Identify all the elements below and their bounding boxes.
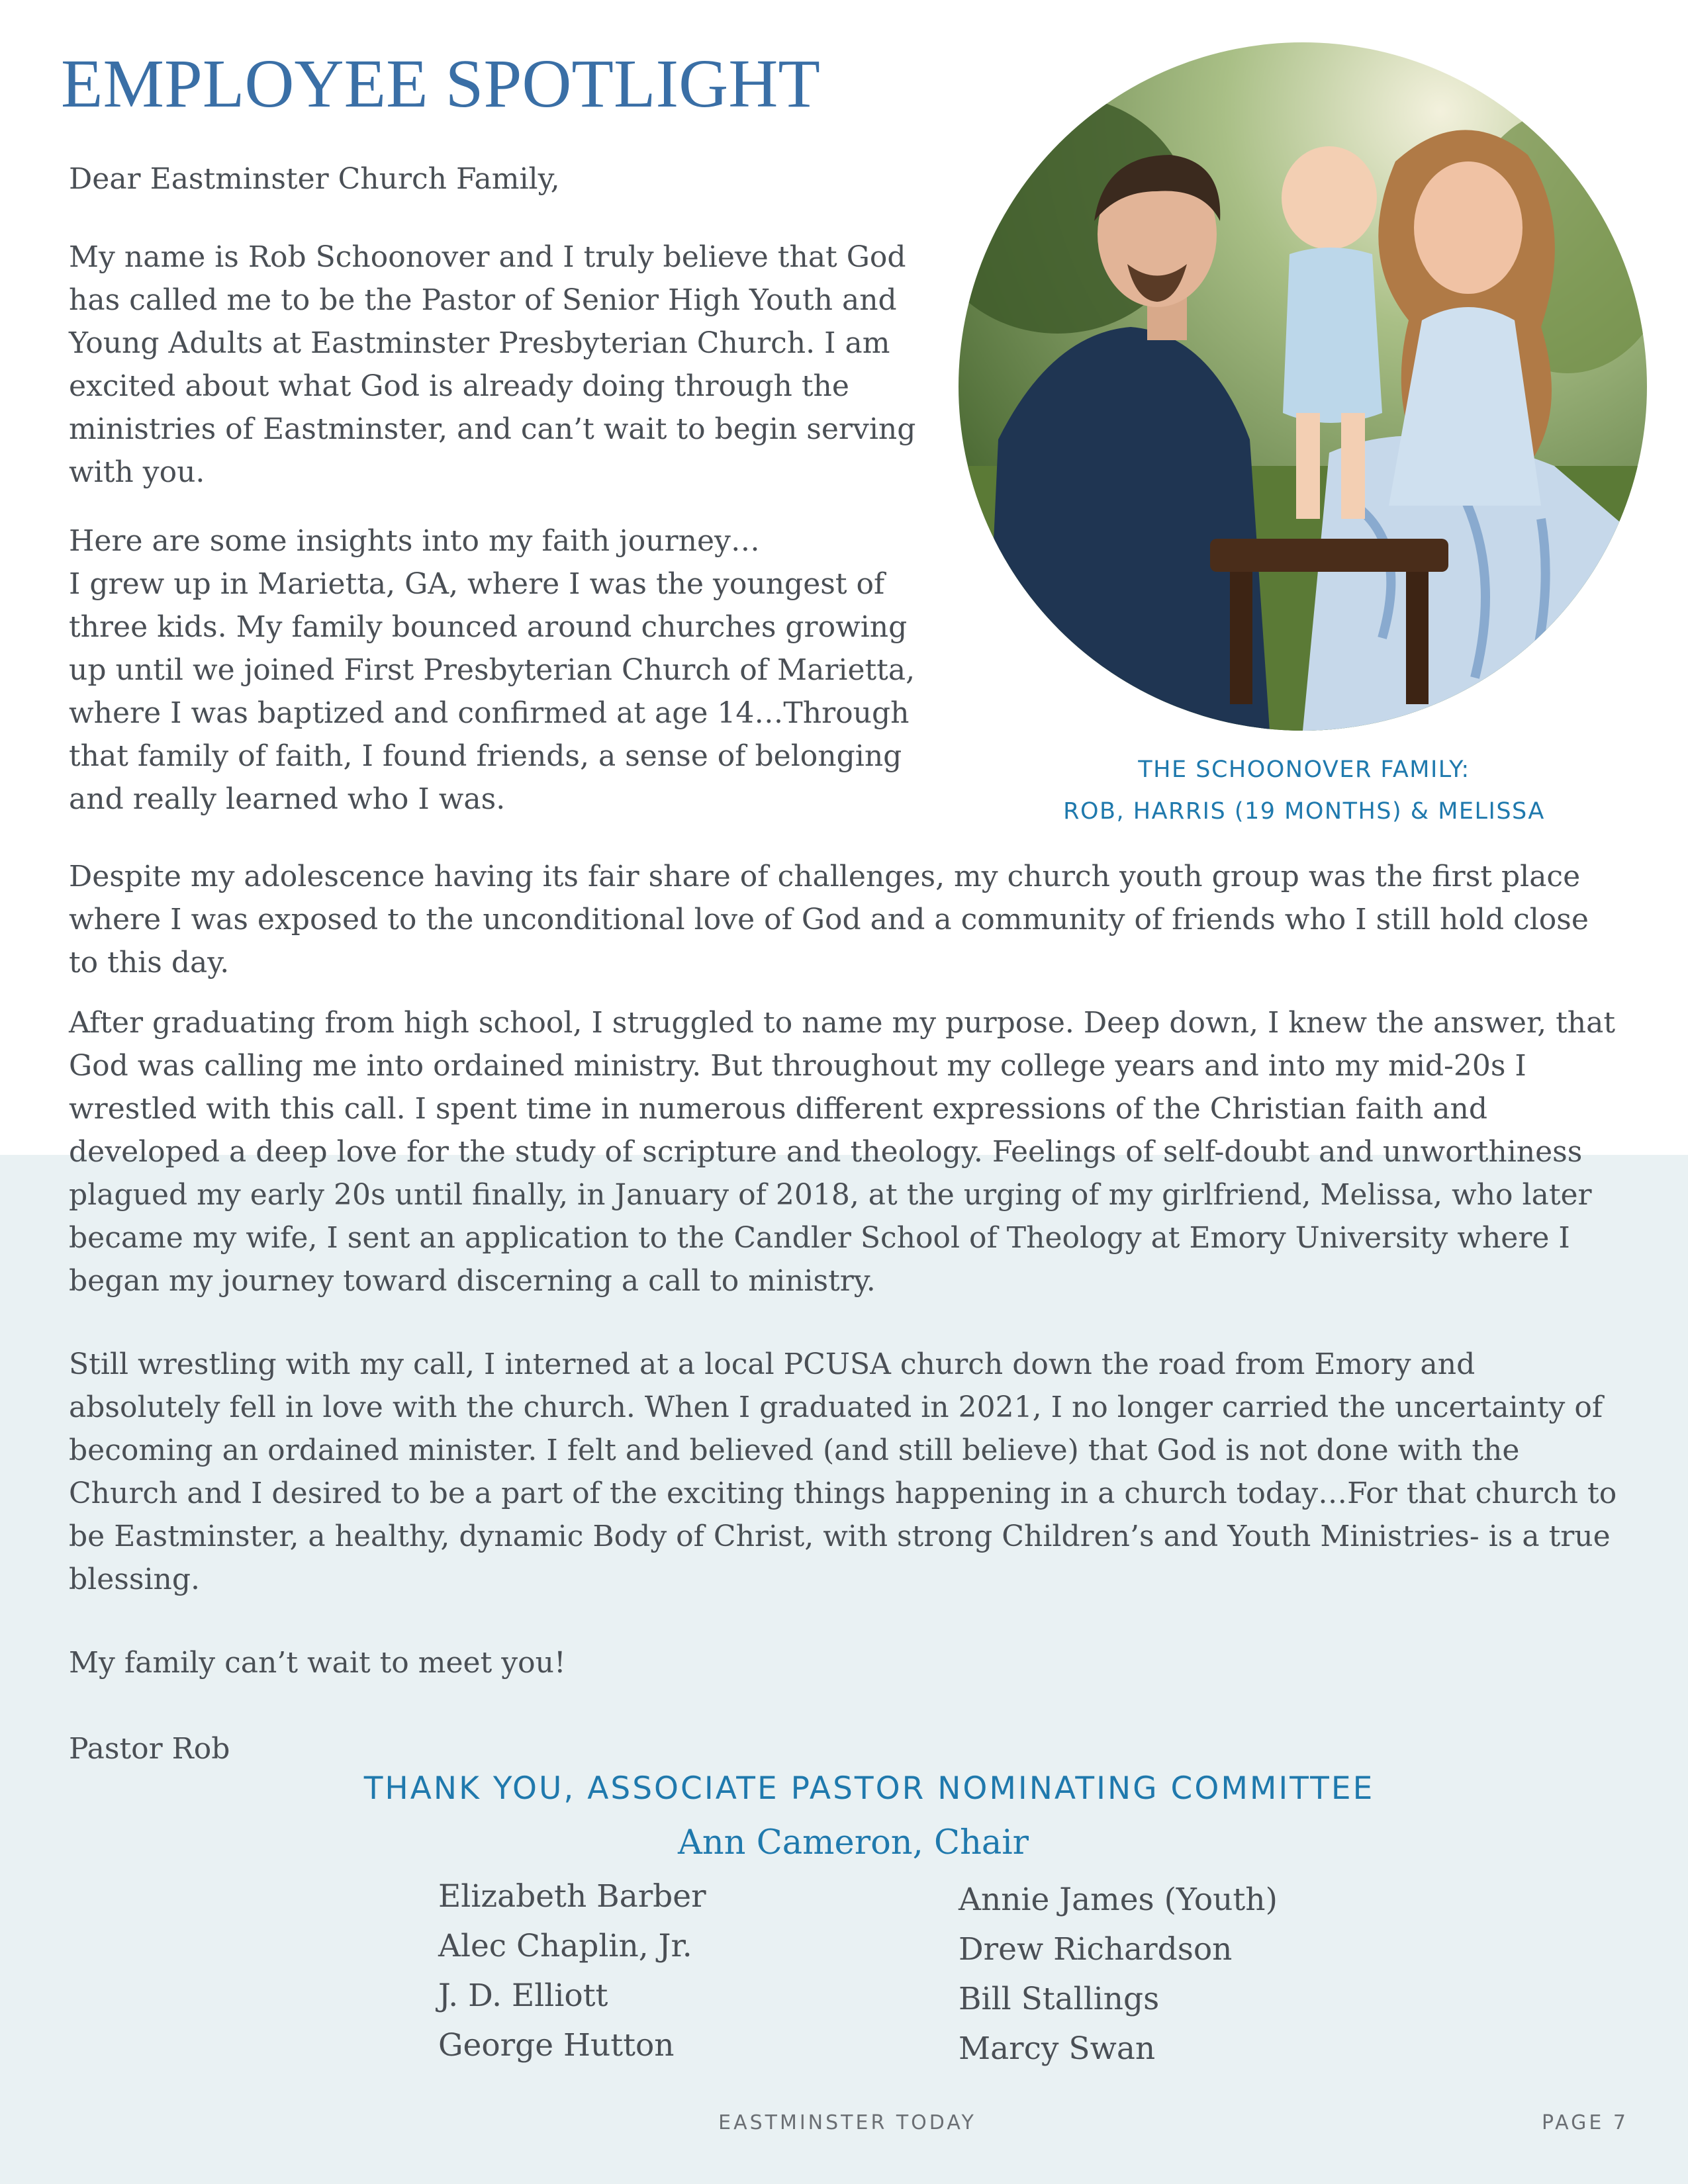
committee-member: George Hutton bbox=[438, 2027, 675, 2064]
letter-paragraph-intro: My name is Rob Schoonover and I truly believe that God has called me to be the Pastor of Senior High Youth and Young Adults at Eastminster Presbyterian Church. I am excited about what God is already doing through the ministries of Eastminster, and can’t wait to begin serving with you. bbox=[69, 240, 916, 489]
committee-heading: THANK YOU, ASSOCIATE PASTOR NOMINATING COMMITTEE bbox=[363, 1770, 1375, 1807]
committee-member: Drew Richardson bbox=[959, 1931, 1233, 1968]
committee-members-left bbox=[438, 1872, 706, 2070]
letter-paragraph-college: After graduating from high school, I struggled to name my purpose. Deep down, I knew the answer, that God was calling me into ordained ministry. But throughout my college years and into my mid-20s I wrestled with this call. I spent time in numerous different expressions of the Christian faith and developed a deep love for the study of scripture and theology. Feelings of self-doubt and unworthiness plagued my early 20s until finally, in January of 2018, at the urging of my girlfriend, Melissa, who later became my wife, I sent an application to the Candler School of Theology at Emory University where I began my journey toward discerning a call to ministry. bbox=[69, 1006, 1616, 1298]
letter-paragraph-faith-journey bbox=[69, 520, 929, 821]
footer-page-number: PAGE 7 bbox=[1542, 2111, 1628, 2134]
family-photo bbox=[959, 42, 1647, 731]
photo-caption-line-2: ROB, HARRIS (19 MONTHS) & MELISSA bbox=[1063, 798, 1545, 825]
photo-caption-line-1: THE SCHOONOVER FAMILY: bbox=[1138, 756, 1470, 783]
family-photo-illustration bbox=[959, 42, 1647, 731]
committee-member: Bill Stallings bbox=[959, 1981, 1160, 2017]
committee-member: Marcy Swan bbox=[959, 2030, 1156, 2067]
letter-signoff: Pastor Rob bbox=[69, 1732, 230, 1766]
page-title: EMPLOYEE SPOTLIGHT bbox=[61, 46, 820, 122]
committee-member: Elizabeth Barber bbox=[438, 1878, 706, 1915]
letter-paragraph-adolescence: Despite my adolescence having its fair share of challenges, my church youth group was the first place where I was exposed to the unconditional love of God and a community of friends who I still hold close to this day. bbox=[69, 860, 1589, 979]
committee-member: Alec Chaplin, Jr. bbox=[438, 1928, 692, 1964]
letter-paragraph-internship: Still wrestling with my call, I interned at a local PCUSA church down the road from Emory and absolutely fell in love with the church. When I graduated in 2021, I no longer carried the uncertainty of becoming an ordained minister. I felt and believed (and still believe) that God is not done with the Church and I desired to be a part of the exciting things happening in a church today…For that church to be Eastminster, a healthy, dynamic Body of Christ, with strong Children’s and Youth Ministries- is a true blessing. bbox=[69, 1347, 1617, 1596]
footer-publication-name: EASTMINSTER TODAY bbox=[718, 2111, 976, 2134]
faith-journey-text: I grew up in Marietta, GA, where I was the youngest of three kids. My family bounced around churches growing up until we joined First Presbyterian Church of Marietta, where I was baptized and confirmed at age 14…Through that family of faith, I found friends, a sense of belonging and really learned who I was. bbox=[69, 567, 915, 816]
committee-member: Annie James (Youth) bbox=[959, 1882, 1278, 1918]
letter-greeting: Dear Eastminster Church Family, bbox=[69, 162, 560, 196]
committee-chair: Ann Cameron, Chair bbox=[677, 1823, 1029, 1862]
letter-paragraph-closing: My family can’t wait to meet you! bbox=[69, 1646, 566, 1680]
committee-member: J. D. Elliott bbox=[438, 1978, 608, 2014]
committee-members-right bbox=[959, 1875, 1278, 2073]
faith-journey-heading: Here are some insights into my faith journey… bbox=[69, 524, 760, 558]
photo-caption bbox=[953, 749, 1655, 833]
